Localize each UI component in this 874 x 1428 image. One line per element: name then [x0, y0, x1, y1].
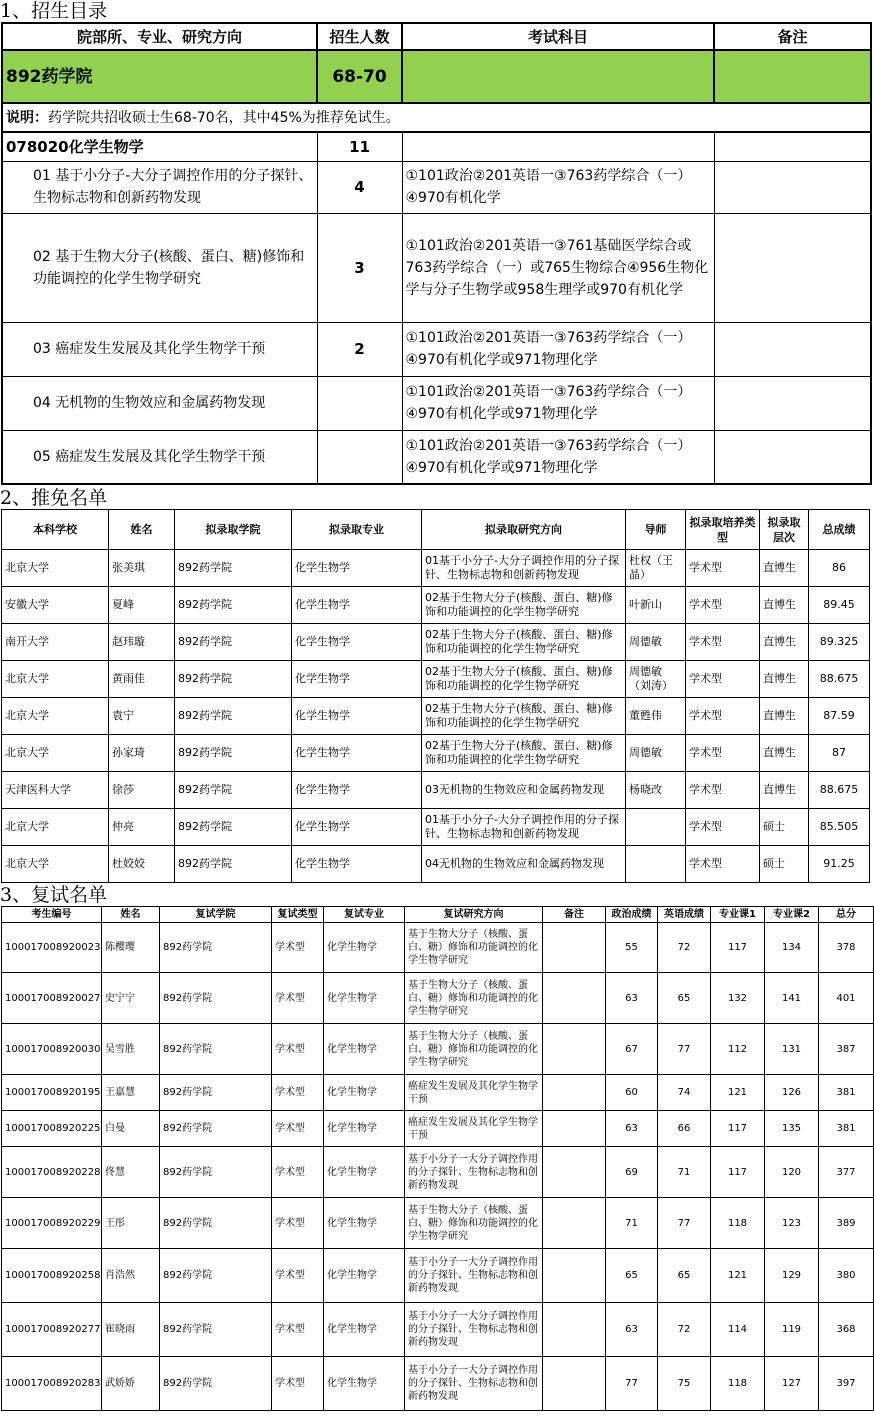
retest-row-cell: 100017008920277	[2, 1303, 102, 1357]
recommended-row-cell: 892药学院	[175, 624, 292, 661]
retest-row-cell: 72	[658, 923, 711, 973]
recommended-row-cell: 02基于生物大分子(核酸、蛋白、糖)修饰和功能调控的化学生物学研究	[422, 624, 626, 661]
retest-header-cell: 复试研究方向	[405, 907, 543, 923]
recommended-row-cell: 南开大学	[2, 624, 109, 661]
major-subjects	[402, 132, 714, 161]
retest-row-cell: 71	[606, 1198, 658, 1249]
retest-row-cell: 化学生物学	[324, 973, 405, 1024]
retest-row-cell: 131	[765, 1024, 819, 1075]
retest-row	[2, 923, 874, 973]
retest-row-cell: 基于小分子一大分子调控作用的分子探针、生物标志物和创新药物发现	[405, 1147, 543, 1198]
retest-row-cell: 66	[658, 1111, 711, 1147]
retest-row-cell: 学术型	[272, 1357, 324, 1411]
catalog-header-row	[2, 23, 871, 50]
recommended-row-cell: 学术型	[686, 846, 760, 883]
retest-header-cell: 复试专业	[324, 907, 405, 923]
recommended-row-cell: 直博生	[760, 735, 809, 772]
retest-row-cell: 65	[606, 1249, 658, 1303]
retest-row-cell: 白曼	[102, 1111, 160, 1147]
recommended-row-cell: 02基于生物大分子(核酸、蛋白、糖)修饰和功能调控的化学生物学研究	[422, 661, 626, 698]
retest-row-cell: 378	[819, 923, 874, 973]
recommended-row-cell: 892药学院	[175, 698, 292, 735]
direction-subjects: ①101政治②201英语一③763药学综合（一）④970有机化学或971物理化学	[402, 376, 714, 430]
recommended-row-cell: 学术型	[686, 624, 760, 661]
recommended-row-cell: 硕士	[760, 846, 809, 883]
recommended-row-cell: 85.505	[809, 809, 870, 846]
retest-row-cell: 77	[658, 1024, 711, 1075]
retest-row-cell: 癌症发生发展及其化学生物学干预	[405, 1075, 543, 1111]
retest-row-cell: 65	[658, 973, 711, 1024]
recommended-header-cell: 拟录取专业	[292, 510, 422, 550]
recommended-row-cell: 董甦伟	[626, 698, 686, 735]
retest-row-cell: 学术型	[272, 1111, 324, 1147]
retest-row-cell: 368	[819, 1303, 874, 1357]
recommended-row-cell: 仲亮	[109, 809, 175, 846]
retest-row-cell: 基于小分子一大分子调控作用的分子探针、生物标志物和创新药物发现	[405, 1357, 543, 1411]
direction-count: 4	[317, 161, 402, 213]
retest-row-cell: 基于小分子一大分子调控作用的分子探针、生物标志物和创新药物发现	[405, 1249, 543, 1303]
recommended-row-cell: 892药学院	[175, 661, 292, 698]
recommended-row-cell: 孙家琦	[109, 735, 175, 772]
direction-row	[2, 376, 871, 430]
direction-name: 04 无机物的生物效应和金属药物发现	[2, 376, 317, 430]
retest-row-cell: 119	[765, 1303, 819, 1357]
recommended-row	[2, 624, 870, 661]
direction-subjects: ①101政治②201英语一③763药学综合（一）④970有机化学或971物理化学	[402, 322, 714, 376]
direction-row	[2, 322, 871, 376]
retest-header-cell: 英语成绩	[658, 907, 711, 923]
retest-row-cell: 132	[711, 973, 765, 1024]
direction-count	[317, 430, 402, 484]
recommended-row-cell: 892药学院	[175, 846, 292, 883]
major-remark	[714, 132, 871, 161]
retest-row	[2, 1075, 874, 1111]
retest-row-cell: 学术型	[272, 1198, 324, 1249]
retest-row-cell: 基于生物大分子（核酸、蛋白、糖）修饰和功能调控的化学生物学研究	[405, 1198, 543, 1249]
recommended-row-cell	[626, 846, 686, 883]
retest-row-cell: 100017008920229	[2, 1198, 102, 1249]
direction-name: 01 基于小分子-大分子调控作用的分子探针、生物标志物和创新药物发现	[2, 161, 317, 213]
recommended-row-cell: 化学生物学	[292, 809, 422, 846]
recommended-row-cell: 学术型	[686, 772, 760, 809]
retest-row-cell: 118	[711, 1357, 765, 1411]
retest-row-cell: 陈樱璎	[102, 923, 160, 973]
recommended-row-cell: 01基于小分子-大分子调控作用的分子探针、生物标志物和创新药物发现	[422, 550, 626, 587]
direction-row	[2, 430, 871, 484]
school-subjects	[402, 50, 714, 103]
retest-row-cell: 王嘉慧	[102, 1075, 160, 1111]
recommended-row-cell: 89.325	[809, 624, 870, 661]
direction-count	[317, 376, 402, 430]
retest-row-cell: 117	[711, 1147, 765, 1198]
retest-row-cell	[543, 923, 606, 973]
retest-header-cell: 姓名	[102, 907, 160, 923]
recommended-row-cell: 北京大学	[2, 698, 109, 735]
direction-count: 2	[317, 322, 402, 376]
direction-name: 02 基于生物大分子(核酸、蛋白、糖)修饰和功能调控的化学生物学研究	[2, 213, 317, 322]
recommended-row-cell: 04无机物的生物效应和金属药物发现	[422, 846, 626, 883]
retest-row-cell: 化学生物学	[324, 1024, 405, 1075]
retest-row-cell: 学术型	[272, 1249, 324, 1303]
recommended-row-cell: 直博生	[760, 550, 809, 587]
recommended-row-cell: 化学生物学	[292, 698, 422, 735]
note-text: 药学院共招收硕士生68-70名，其中45%为推荐免试生。	[48, 109, 400, 126]
retest-row-cell: 60	[606, 1075, 658, 1111]
recommended-row-cell: 直博生	[760, 624, 809, 661]
retest-row-cell: 化学生物学	[324, 1147, 405, 1198]
retest-row-cell	[543, 1111, 606, 1147]
retest-row-cell: 892药学院	[160, 1111, 272, 1147]
note-cell	[2, 103, 871, 132]
recommended-row-cell: 黄雨佳	[109, 661, 175, 698]
recommended-row-cell: 北京大学	[2, 846, 109, 883]
retest-row-cell: 学术型	[272, 923, 324, 973]
retest-row-cell: 892药学院	[160, 1075, 272, 1111]
recommended-row-cell: 学术型	[686, 735, 760, 772]
recommended-row-cell: 学术型	[686, 661, 760, 698]
retest-row-cell: 基于小分子一大分子调控作用的分子探针、生物标志物和创新药物发现	[405, 1303, 543, 1357]
retest-row	[2, 1357, 874, 1411]
school-remark	[714, 50, 871, 103]
retest-row-cell: 381	[819, 1075, 874, 1111]
retest-row-cell: 141	[765, 973, 819, 1024]
direction-remark	[714, 322, 871, 376]
retest-row-cell: 基于生物大分子（核酸、蛋白、糖）修饰和功能调控的化学生物学研究	[405, 923, 543, 973]
retest-row-cell: 100017008920225	[2, 1111, 102, 1147]
retest-row-cell: 100017008920228	[2, 1147, 102, 1198]
direction-remark	[714, 161, 871, 213]
retest-header-cell: 复试类型	[272, 907, 324, 923]
retest-row-cell: 381	[819, 1111, 874, 1147]
recommended-row	[2, 698, 870, 735]
recommended-row-cell: 87	[809, 735, 870, 772]
retest-row-cell	[543, 1249, 606, 1303]
retest-row-cell: 学术型	[272, 1303, 324, 1357]
recommended-row	[2, 809, 870, 846]
section-title-recommended: 2、推免名单	[0, 487, 108, 509]
retest-row-cell: 134	[765, 923, 819, 973]
retest-row-cell: 135	[765, 1111, 819, 1147]
retest-row-cell	[543, 973, 606, 1024]
recommended-row	[2, 772, 870, 809]
note-row	[2, 103, 871, 132]
recommended-header-cell: 拟录取研究方向	[422, 510, 626, 550]
recommended-row-cell: 化学生物学	[292, 624, 422, 661]
retest-row-cell: 65	[658, 1249, 711, 1303]
retest-row-cell: 121	[711, 1075, 765, 1111]
recommended-row-cell: 87.59	[809, 698, 870, 735]
retest-row-cell	[543, 1147, 606, 1198]
retest-row-cell: 癌症发生发展及其化学生物学干预	[405, 1111, 543, 1147]
recommended-row-cell: 北京大学	[2, 809, 109, 846]
recommended-row-cell: 北京大学	[2, 661, 109, 698]
recommended-row-cell: 01基于小分子-大分子调控作用的分子探针、生物标志物和创新药物发现	[422, 809, 626, 846]
retest-row-cell: 892药学院	[160, 1357, 272, 1411]
retest-row-cell: 化学生物学	[324, 923, 405, 973]
recommended-row-cell: 892药学院	[175, 772, 292, 809]
retest-row-cell: 117	[711, 1111, 765, 1147]
direction-subjects: ①101政治②201英语一③763药学综合（一）④970有机化学或971物理化学	[402, 430, 714, 484]
retest-row-cell: 892药学院	[160, 1024, 272, 1075]
note-label: 说明：	[6, 109, 48, 126]
retest-row-cell: 化学生物学	[324, 1198, 405, 1249]
recommended-row-cell: 88.675	[809, 661, 870, 698]
recommended-header-cell: 拟录取学院	[175, 510, 292, 550]
retest-row-cell: 学术型	[272, 1024, 324, 1075]
recommended-row	[2, 587, 870, 624]
recommended-header-cell: 姓名	[109, 510, 175, 550]
retest-header-cell: 备注	[543, 907, 606, 923]
retest-row-cell: 基于生物大分子（核酸、蛋白、糖）修饰和功能调控的化学生物学研究	[405, 1024, 543, 1075]
catalog-table	[1, 22, 872, 485]
recommended-header-cell: 总成绩	[809, 510, 870, 550]
recommended-header-row	[2, 510, 870, 550]
recommended-row-cell: 化学生物学	[292, 550, 422, 587]
retest-row-cell: 77	[658, 1198, 711, 1249]
retest-row-cell: 肖浩然	[102, 1249, 160, 1303]
retest-row-cell: 389	[819, 1198, 874, 1249]
recommended-row-cell: 91.25	[809, 846, 870, 883]
recommended-row-cell: 袁宁	[109, 698, 175, 735]
retest-row-cell: 892药学院	[160, 1249, 272, 1303]
school-name: 892药学院	[2, 50, 317, 103]
retest-row-cell	[543, 1024, 606, 1075]
retest-row-cell: 100017008920030	[2, 1024, 102, 1075]
recommended-row	[2, 846, 870, 883]
recommended-row-cell: 学术型	[686, 550, 760, 587]
retest-row-cell: 120	[765, 1147, 819, 1198]
recommended-row-cell: 赵玮璇	[109, 624, 175, 661]
recommended-row-cell: 化学生物学	[292, 772, 422, 809]
direction-subjects: ①101政治②201英语一③761基础医学综合或763药学综合（一）或765生物综合④956生物化学与分子生物学或958生理学或970有机化学	[402, 213, 714, 322]
retest-row-cell: 892药学院	[160, 1147, 272, 1198]
direction-remark	[714, 213, 871, 322]
school-row	[2, 50, 871, 103]
retest-row-cell	[543, 1303, 606, 1357]
retest-row-cell: 892药学院	[160, 1198, 272, 1249]
recommended-row-cell: 叶新山	[626, 587, 686, 624]
recommended-row-cell: 周德敏（刘涛）	[626, 661, 686, 698]
retest-row-cell: 学术型	[272, 973, 324, 1024]
recommended-row-cell: 直博生	[760, 772, 809, 809]
recommended-row-cell: 杜姣姣	[109, 846, 175, 883]
retest-row-cell: 387	[819, 1024, 874, 1075]
recommended-row-cell: 直博生	[760, 661, 809, 698]
retest-row-cell: 55	[606, 923, 658, 973]
retest-row-cell: 892药学院	[160, 1303, 272, 1357]
retest-row-cell: 892药学院	[160, 973, 272, 1024]
direction-count: 3	[317, 213, 402, 322]
retest-row-cell: 化学生物学	[324, 1249, 405, 1303]
recommended-row	[2, 735, 870, 772]
recommended-table-body	[2, 550, 870, 883]
recommended-row-cell: 天津医科大学	[2, 772, 109, 809]
recommended-row-cell: 86	[809, 550, 870, 587]
recommended-row-cell: 892药学院	[175, 809, 292, 846]
recommended-table	[1, 509, 870, 883]
retest-row-cell: 67	[606, 1024, 658, 1075]
retest-row-cell: 基于生物大分子（核酸、蛋白、糖）修饰和功能调控的化学生物学研究	[405, 973, 543, 1024]
retest-row	[2, 1303, 874, 1357]
recommended-header-cell: 导师	[626, 510, 686, 550]
recommended-row-cell: 02基于生物大分子(核酸、蛋白、糖)修饰和功能调控的化学生物学研究	[422, 587, 626, 624]
retest-row-cell: 吴雪胜	[102, 1024, 160, 1075]
retest-row-cell: 117	[711, 923, 765, 973]
retest-row-cell: 892药学院	[160, 923, 272, 973]
retest-row-cell: 77	[606, 1357, 658, 1411]
retest-table	[1, 906, 874, 1411]
recommended-row-cell: 892药学院	[175, 550, 292, 587]
retest-row-cell: 72	[658, 1303, 711, 1357]
retest-row-cell: 化学生物学	[324, 1111, 405, 1147]
retest-row	[2, 1147, 874, 1198]
retest-row-cell: 崔晓雨	[102, 1303, 160, 1357]
retest-row-cell	[543, 1198, 606, 1249]
retest-row-cell: 380	[819, 1249, 874, 1303]
recommended-header-cell: 本科学校	[2, 510, 109, 550]
retest-row-cell: 118	[711, 1198, 765, 1249]
recommended-row-cell: 学术型	[686, 809, 760, 846]
retest-header-cell: 专业课2	[765, 907, 819, 923]
recommended-row-cell: 学术型	[686, 587, 760, 624]
recommended-row-cell: 892药学院	[175, 735, 292, 772]
retest-row-cell: 王彤	[102, 1198, 160, 1249]
retest-row-cell: 100017008920258	[2, 1249, 102, 1303]
retest-row-cell: 武娇娇	[102, 1357, 160, 1411]
retest-row	[2, 973, 874, 1024]
retest-row-cell: 71	[658, 1147, 711, 1198]
retest-row-cell: 化学生物学	[324, 1075, 405, 1111]
retest-header-cell: 专业课1	[711, 907, 765, 923]
retest-row-cell: 126	[765, 1075, 819, 1111]
retest-row	[2, 1111, 874, 1147]
retest-row-cell	[543, 1075, 606, 1111]
recommended-row-cell: 北京大学	[2, 550, 109, 587]
retest-header-cell: 复试学院	[160, 907, 272, 923]
catalog-header-cell: 备注	[714, 23, 871, 50]
recommended-row-cell: 892药学院	[175, 587, 292, 624]
school-count: 68-70	[317, 50, 402, 103]
major-row	[2, 132, 871, 161]
recommended-row-cell: 杜权（王晶）	[626, 550, 686, 587]
recommended-row-cell: 学术型	[686, 698, 760, 735]
recommended-row-cell: 化学生物学	[292, 587, 422, 624]
retest-row-cell: 佟慧	[102, 1147, 160, 1198]
retest-row-cell: 史宁宁	[102, 973, 160, 1024]
recommended-header-cell: 拟录取培养类型	[686, 510, 760, 550]
recommended-row-cell: 直博生	[760, 698, 809, 735]
recommended-row-cell: 徐莎	[109, 772, 175, 809]
recommended-row	[2, 661, 870, 698]
direction-remark	[714, 430, 871, 484]
recommended-row-cell: 化学生物学	[292, 661, 422, 698]
retest-row	[2, 1249, 874, 1303]
section-title-catalog: 1、招生目录	[0, 0, 108, 22]
recommended-row-cell: 直博生	[760, 587, 809, 624]
direction-row	[2, 213, 871, 322]
retest-row-cell: 401	[819, 973, 874, 1024]
recommended-row-cell: 周德敏	[626, 624, 686, 661]
recommended-row	[2, 550, 870, 587]
retest-row-cell: 69	[606, 1147, 658, 1198]
retest-row-cell: 学术型	[272, 1147, 324, 1198]
recommended-row-cell: 02基于生物大分子(核酸、蛋白、糖)修饰和功能调控的化学生物学研究	[422, 698, 626, 735]
major-name: 078020化学生物学	[2, 132, 317, 161]
retest-row-cell: 化学生物学	[324, 1303, 405, 1357]
retest-row-cell: 100017008920023	[2, 923, 102, 973]
retest-row-cell: 114	[711, 1303, 765, 1357]
retest-row	[2, 1024, 874, 1075]
recommended-row-cell: 化学生物学	[292, 735, 422, 772]
retest-row-cell: 63	[606, 1111, 658, 1147]
retest-row-cell: 377	[819, 1147, 874, 1198]
catalog-header-cell: 院部所、专业、研究方向	[2, 23, 317, 50]
retest-row-cell: 129	[765, 1249, 819, 1303]
direction-remark	[714, 376, 871, 430]
catalog-header-cell: 考试科目	[402, 23, 714, 50]
retest-header-cell: 总分	[819, 907, 874, 923]
retest-table-body	[2, 923, 874, 1411]
retest-row-cell: 74	[658, 1075, 711, 1111]
recommended-row-cell: 杨晓改	[626, 772, 686, 809]
recommended-row-cell: 03无机物的生物效应和金属药物发现	[422, 772, 626, 809]
direction-row	[2, 161, 871, 213]
retest-row-cell: 100017008920195	[2, 1075, 102, 1111]
recommended-row-cell: 夏峰	[109, 587, 175, 624]
retest-row-cell: 100017008920027	[2, 973, 102, 1024]
recommended-header-cell: 拟录取层次	[760, 510, 809, 550]
retest-row-cell	[543, 1357, 606, 1411]
direction-subjects: ①101政治②201英语一③763药学综合（一）④970有机化学	[402, 161, 714, 213]
retest-row-cell: 397	[819, 1357, 874, 1411]
retest-row-cell: 75	[658, 1357, 711, 1411]
retest-header-row	[2, 907, 874, 923]
retest-row-cell: 112	[711, 1024, 765, 1075]
retest-row-cell: 化学生物学	[324, 1357, 405, 1411]
catalog-header-cell: 招生人数	[317, 23, 402, 50]
retest-row-cell: 学术型	[272, 1075, 324, 1111]
retest-row-cell: 123	[765, 1198, 819, 1249]
recommended-row-cell: 化学生物学	[292, 846, 422, 883]
section-title-retest: 3、复试名单	[0, 884, 108, 906]
direction-name: 05 癌症发生发展及其化学生物学干预	[2, 430, 317, 484]
recommended-row-cell: 88.675	[809, 772, 870, 809]
recommended-row-cell: 张美琪	[109, 550, 175, 587]
retest-header-cell: 政治成绩	[606, 907, 658, 923]
major-count: 11	[317, 132, 402, 161]
recommended-row-cell: 02基于生物大分子(核酸、蛋白、糖)修饰和功能调控的化学生物学研究	[422, 735, 626, 772]
recommended-row-cell	[626, 809, 686, 846]
retest-row	[2, 1198, 874, 1249]
recommended-row-cell: 周德敏	[626, 735, 686, 772]
retest-header-cell: 考生编号	[2, 907, 102, 923]
retest-row-cell: 100017008920283	[2, 1357, 102, 1411]
recommended-row-cell: 硕士	[760, 809, 809, 846]
retest-row-cell: 63	[606, 1303, 658, 1357]
retest-row-cell: 127	[765, 1357, 819, 1411]
direction-name: 03 癌症发生发展及其化学生物学干预	[2, 322, 317, 376]
recommended-row-cell: 安徽大学	[2, 587, 109, 624]
recommended-row-cell: 北京大学	[2, 735, 109, 772]
retest-row-cell: 63	[606, 973, 658, 1024]
recommended-row-cell: 89.45	[809, 587, 870, 624]
retest-row-cell: 121	[711, 1249, 765, 1303]
